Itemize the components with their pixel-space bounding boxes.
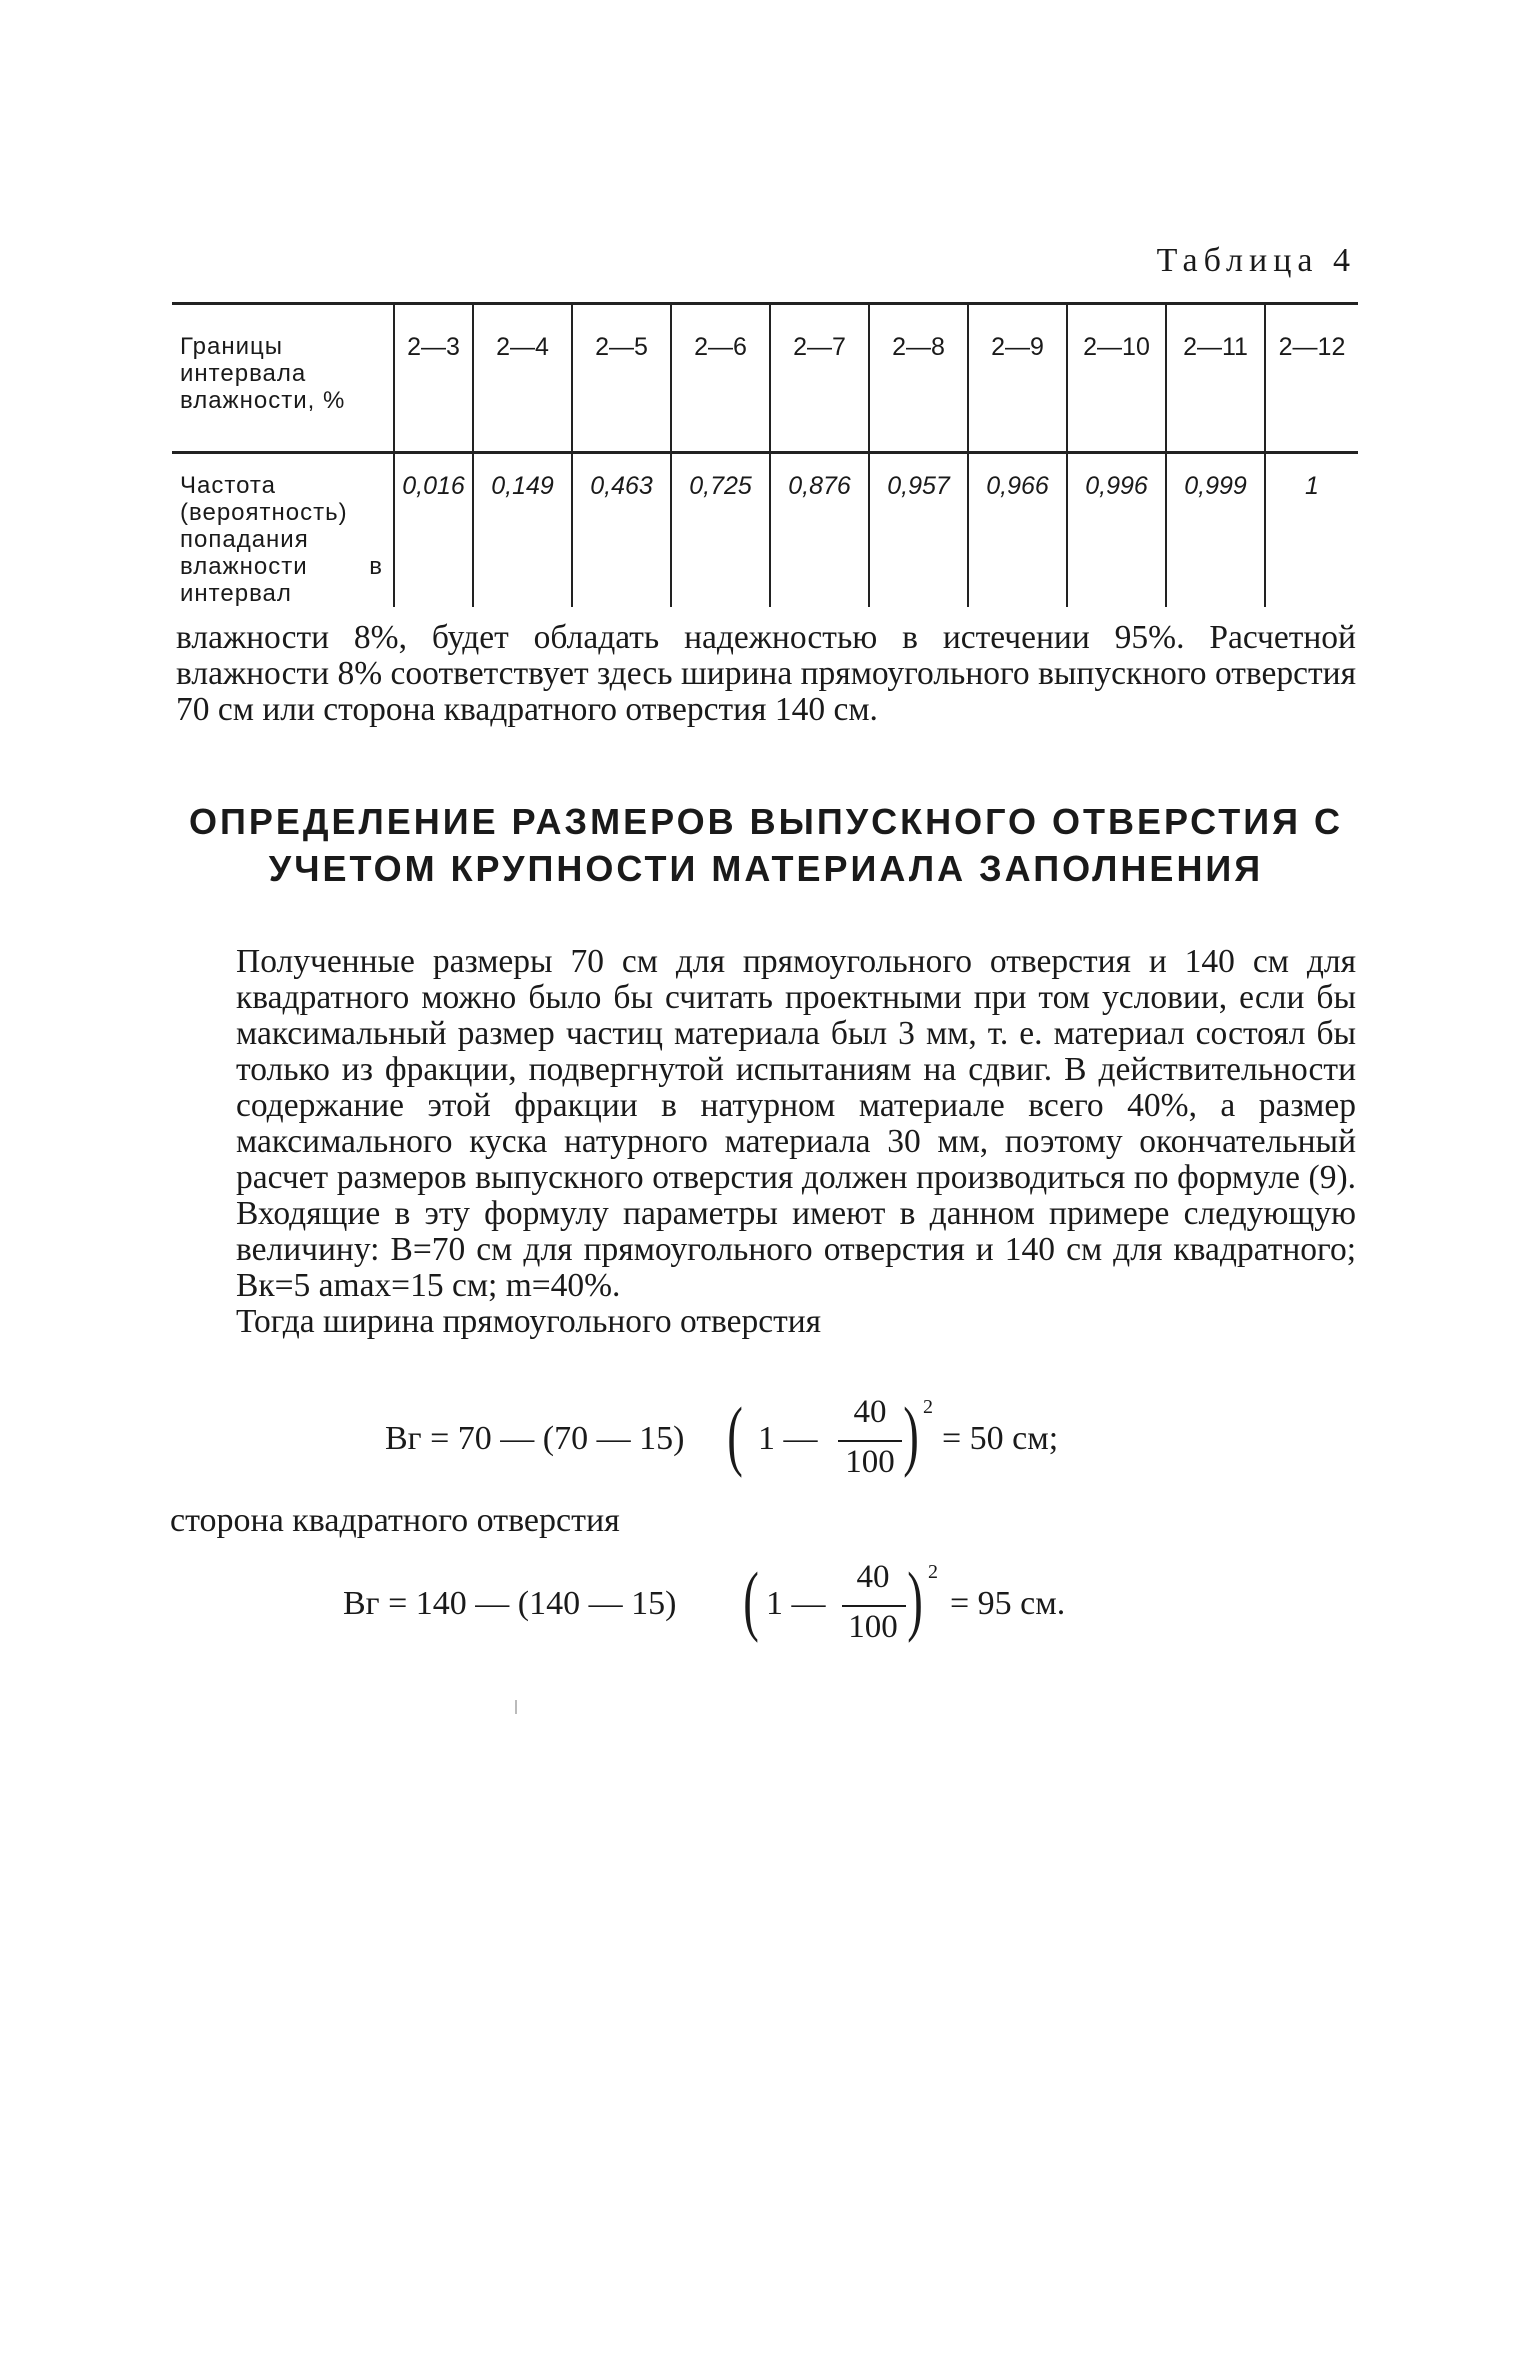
formula-result: = 50 см; [942,1420,1059,1457]
fraction-denominator: 100 [845,1444,895,1480]
open-paren: ( [743,1556,759,1643]
row-header-frequency: Частота (вероятность) попадания влажности в интервал [180,472,383,607]
table-cell: 0,957 [869,453,968,608]
paragraph-2: Полученные размеры 70 см для прямоугольного отверстия и 140 см для квадратного можно было бы считать проектными при том условии, если бы максимальный размер частиц материала был 3 мм, т. е. материал состоял бы только из фракции, подвергнутой испытаниям на сдвиг. В действительности содержание этой фракции в натурном материале всего 40%, а размер максимального куска натурного материала 30 мм, поэтому окончательный расчет размеров выпускного отверстия должен производиться по формуле (9). Входящие в эту формулу параметры имеют в данном примере следующую величину: B=70 см для прямоугольного отверстия и 140 см для квадратного; Bк=5 amax=15 см; m=40%. [236,943,1356,1304]
data-table [172,302,1358,607]
scan-mark [515,1700,517,1714]
table-cell: 0,725 [671,453,770,608]
fraction-numerator: 40 [853,1394,887,1430]
table-cell: 2—10 [1067,304,1166,453]
fraction-bar [842,1605,906,1607]
formula-lhs: Bг = 140 — (140 — 15) [343,1585,677,1622]
table-cell: 2—11 [1166,304,1265,453]
table-cell: 2—5 [572,304,671,453]
table-caption: Таблица 4 [1156,242,1356,279]
formula-one-minus: 1 — [766,1585,826,1622]
table-row-frequency [172,453,1358,608]
table-cell: 0,149 [473,453,572,608]
table-cell: 2—8 [869,304,968,453]
table-cell: 2—3 [394,304,473,453]
label-square-side: сторона квадратного отверстия [170,1502,620,1539]
formula-one-minus: 1 — [758,1420,818,1457]
formula-width [0,1390,1536,1500]
close-paren: ) [907,1556,923,1643]
paragraph-2-block [176,944,1356,1340]
paragraph-3: Тогда ширина прямоугольного отверстия [236,1303,822,1340]
table-cell: 0,876 [770,453,869,608]
table-cell: 0,999 [1166,453,1265,608]
table-cell: 0,996 [1067,453,1166,608]
formula-result: = 95 см. [950,1585,1066,1622]
power-exponent: 2 [928,1561,938,1583]
table-row-intervals [172,304,1358,453]
paragraph-1: влажности 8%, будет обладать надежностью в истечении 95%. Расчетной влажности 8% соответствует здесь ширина прямоугольного выпускного отверстия 70 см или сторона квадратного отверстия 140 см. [176,619,1356,728]
close-paren: ) [903,1391,919,1478]
power-exponent: 2 [923,1396,933,1418]
table-cell: 0,463 [572,453,671,608]
fraction-denominator: 100 [848,1609,898,1645]
row-header-intervals: Границы интервала влажности, % [172,304,394,453]
table-cell: 2—6 [671,304,770,453]
table-cell: 2—9 [968,304,1067,453]
formula-lhs: Bг = 70 — (70 — 15) [385,1420,685,1457]
fraction-numerator: 40 [856,1559,890,1595]
formula-side [0,1555,1536,1665]
table-cell: 0,016 [394,453,473,608]
table-cell: 1 [1265,453,1358,608]
open-paren: ( [727,1391,743,1478]
table-cell: 2—7 [770,304,869,453]
table-cell: 0,966 [968,453,1067,608]
table-cell: 2—12 [1265,304,1358,453]
section-heading: ОПРЕДЕЛЕНИЕ РАЗМЕРОВ ВЫПУСКНОГО ОТВЕРСТИЯ С УЧЕТОМ КРУПНОСТИ МАТЕРИАЛА ЗАПОЛНЕНИЯ [188,801,1344,889]
table-cell: 2—4 [473,304,572,453]
fraction-bar [838,1440,902,1442]
